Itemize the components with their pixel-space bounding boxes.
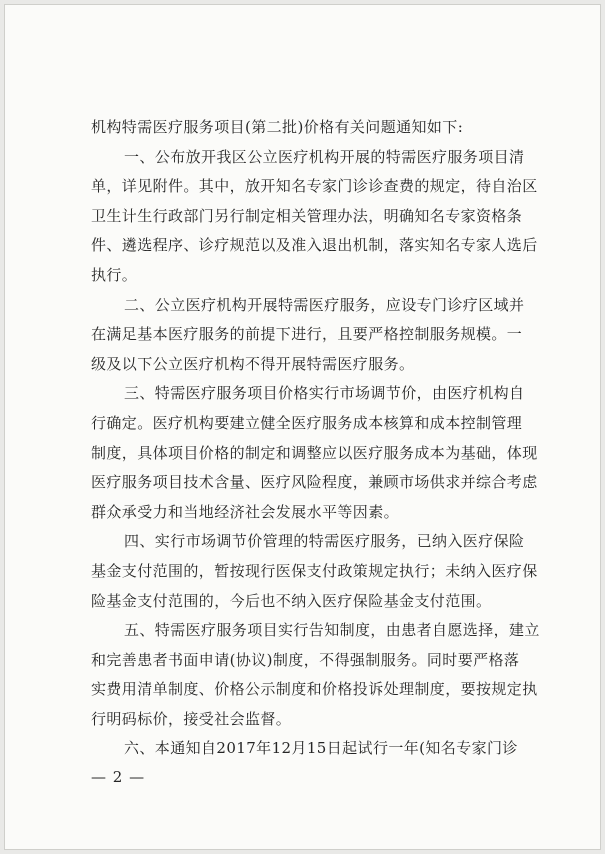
paragraph-line: 制度，具体项目价格的制定和调整应以医疗服务成本为基础，体现 [91, 443, 538, 462]
paragraph-line: 卫生计生行政部门另行制定相关管理办法，明确知名专家资格条 [91, 206, 523, 225]
paragraph-3: 二、公立医疗机构开展特需医疗服务，应设专门诊疗区域并 [124, 295, 525, 314]
paragraph-line: 行明码标价，接受社会监督。 [91, 709, 292, 728]
paragraph-line: 单，详见附件。其中，放开知名专家门诊诊查费的规定，待自治区 [91, 177, 538, 196]
paragraph-line: 和完善患者书面申请(协议)制度，不得强制服务。同时要严格落 [91, 650, 520, 669]
paragraph-line: 级及以下公立医疗机构不得开展特需医疗服务。 [91, 354, 415, 373]
paragraph-line: 在满足基本医疗服务的前提下进行，且要严格控制服务规模。一 [91, 325, 523, 344]
page-number: — 2 — [91, 768, 146, 786]
paragraph-line: 险基金支付范围的，今后也不纳入医疗保险基金支付范围。 [91, 591, 492, 610]
paragraph-line: 群众承受力和当地经济社会发展水平等因素。 [91, 502, 400, 521]
paragraph-1: 机构特需医疗服务项目(第二批)价格有关问题通知如下: [91, 118, 464, 136]
document-page [4, 4, 601, 850]
paragraph-2: 一、公布放开我区公立医疗机构开展的特需医疗服务项目清 [124, 147, 525, 166]
paragraph-4: 三、特需医疗服务项目价格实行市场调节价，由医疗机构自 [124, 384, 525, 403]
document-body [91, 113, 540, 764]
paragraph-line: 基金支付范围的，暂按现行医保支付政策规定执行；未纳入医疗保 [91, 561, 538, 580]
paragraph-line: 执行。 [91, 265, 138, 284]
paragraph-line: 医疗服务项目技术含量、医疗风险程度，兼顾市场供求并综合考虑 [91, 473, 538, 492]
paragraph-line: 件、遴选程序、诊疗规范以及准入退出机制，落实知名专家人选后 [91, 236, 538, 255]
paragraph-line: 行确定。医疗机构要建立健全医疗服务成本核算和成本控制管理 [91, 413, 523, 432]
paragraph-5: 四、实行市场调节价管理的特需医疗服务，已纳入医疗保险 [124, 532, 525, 551]
paragraph-line: 实费用清单制度、价格公示制度和价格投诉处理制度，要按规定执 [91, 680, 538, 699]
paragraph-6: 五、特需医疗服务项目实行告知制度，由患者自愿选择，建立 [124, 621, 540, 640]
paragraph-7: 六、本通知自2017年12月15日起试行一年(知名专家门诊 [124, 739, 518, 758]
